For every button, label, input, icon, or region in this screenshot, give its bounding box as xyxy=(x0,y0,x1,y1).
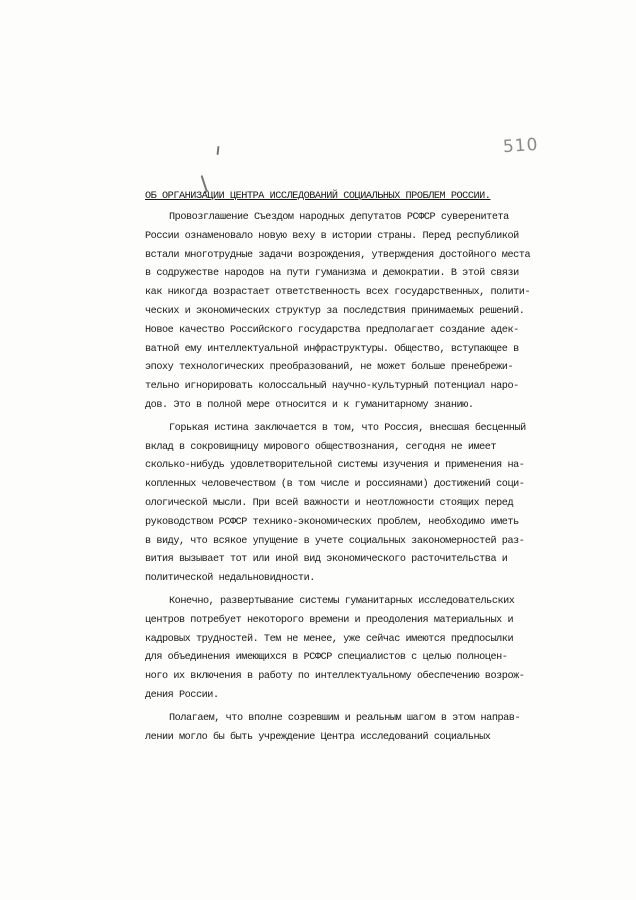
pen-stroke-mark xyxy=(217,146,219,155)
handwritten-page-number: 510 xyxy=(502,134,540,158)
text-line: руководством РСФСР технико-экономических проблем, необходимо иметь xyxy=(145,516,519,528)
text-line: дения России. xyxy=(145,689,219,701)
text-line: встали многотрудные задачи возрождения, утверждения достойного места xyxy=(145,249,531,261)
paragraph xyxy=(145,209,531,416)
text-line: ологической мысли. При всей важности и неотложности стоящих перед xyxy=(145,497,514,509)
text-line: Провозглашение Съездом народных депутатов РСФСР суверенитета xyxy=(169,212,509,223)
text-line: сколько-нибудь удовлетворительной системы изучения и применения на- xyxy=(145,460,525,472)
text-line: как никогда возрастает ответственность всех государственных, полити- xyxy=(145,287,531,299)
paragraph xyxy=(145,593,525,706)
text-line: дов. Это в полной мере относится и к гуманитарному знанию. xyxy=(145,399,474,411)
text-line: лении могло бы быть учреждение Центра исследований социальных xyxy=(145,731,491,743)
text-line: Горькая истина заключается в том, что Россия, внесшая бесценный xyxy=(169,422,526,434)
text-line: Конечно, развертывание системы гуманитарных исследовательских xyxy=(169,595,515,607)
text-line: Новое качество Российского государства предполагает создание адек- xyxy=(145,324,519,336)
text-line: ческих и экономических структур за последствия принимаемых решений. xyxy=(145,305,525,317)
text-line: вития вызывает тот или иной вид экономического расточительства и xyxy=(145,554,508,566)
paragraph xyxy=(145,420,525,589)
text-line: политической недальновидности. xyxy=(145,573,315,585)
pen-stroke-mark xyxy=(201,175,207,191)
text-line: вклад в сокровищницу мирового обществознания, сегодня не имеет xyxy=(145,441,497,453)
text-line: России ознаменовало новую веху в истории страны. Перед республикой xyxy=(145,230,519,242)
text-line: кадровых трудностей. Тем не менее, уже сейчас имеются предпосылки xyxy=(145,633,514,645)
text-line: копленных человечеством (в том числе и россиянами) достижений соци- xyxy=(145,479,525,491)
document-title: ОБ ОРГАНИЗАЦИИ ЦЕНТРА ИССЛЕДОВАНИЙ СОЦИАЛЬНЫХ ПРОБЛЕМ РОССИИ. xyxy=(145,191,491,202)
text-line: в содружестве народов на пути гуманизма и демократии. В этой связи xyxy=(145,268,519,280)
text-line: Полагаем, что вполне созревшим и реальным шагом в этом направ- xyxy=(169,712,521,724)
text-line: ватной ему интеллектуальной инфраструктуры. Общество, вступающее в xyxy=(145,343,519,355)
text-line: эпоху технологических преобразований, не может больше пренебрежи- xyxy=(145,362,514,374)
paragraph xyxy=(145,710,525,748)
text-line: центров потребует некоторого времени и преодоления материальных и xyxy=(145,614,514,626)
text-line: тельно игнорировать колоссальный научно-культурный потенциал наро- xyxy=(145,381,519,393)
text-line: для объединения имеющихся в РСФСР специалистов с целью полноцен- xyxy=(145,652,508,664)
text-line: ного их включения в работу по интеллектуальному обеспечению возрож- xyxy=(145,671,525,683)
document-body xyxy=(145,209,531,751)
text-line: в виду, что всякое упущение в учете социальных закономерностей раз- xyxy=(145,535,525,547)
